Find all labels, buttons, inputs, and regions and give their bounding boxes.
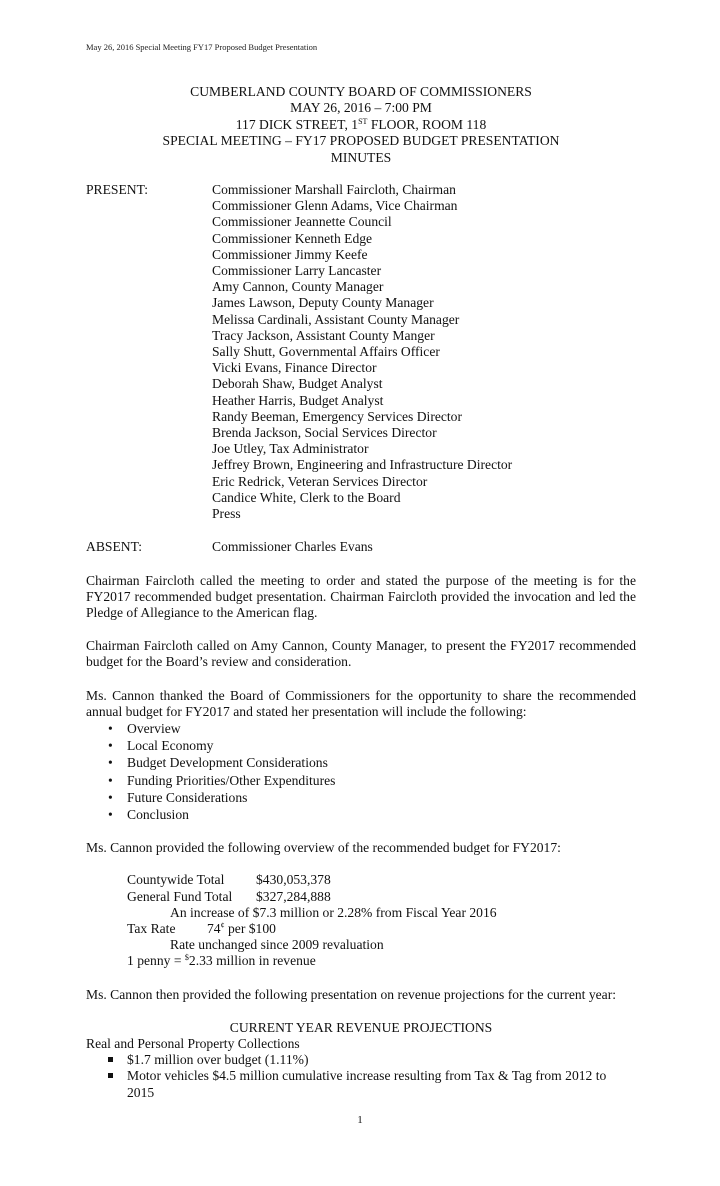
- attendee: Joe Utley, Tax Administrator: [212, 441, 369, 457]
- list-item: [86, 720, 636, 737]
- attendee: Amy Cannon, County Manager: [212, 279, 384, 295]
- countywide-total-row: [127, 872, 636, 888]
- title-block: [86, 84, 636, 166]
- document-body: [86, 84, 636, 1101]
- penny-label: 1 penny =: [127, 953, 185, 969]
- increase-note: An increase of $7.3 million or 2.28% from Fiscal Year 2016: [170, 904, 497, 920]
- revenue-section-title: CURRENT YEAR REVENUE PROJECTIONS: [229, 1019, 493, 1035]
- list-item: [86, 1068, 636, 1100]
- bullet-icon: •: [108, 789, 113, 805]
- general-fund-value: $327,284,888: [256, 888, 331, 904]
- list-item: [86, 806, 636, 823]
- list-item: [86, 1052, 636, 1068]
- absent-label: ABSENT:: [86, 539, 142, 555]
- tax-rate-row: [127, 921, 636, 937]
- address-text: 117 DICK STREET, 1: [235, 116, 359, 132]
- bullet-icon: •: [108, 720, 113, 736]
- paragraph-presentation-intro: Ms. Cannon thanked the Board of Commissioners for the opportunity to share the recommended annual budget for FY2017 and stated her presentation will include the following:: [86, 687, 636, 719]
- general-fund-label: General Fund Total: [127, 888, 233, 904]
- tax-rate-label: Tax Rate: [127, 920, 176, 936]
- countywide-total-value: $430,053,378: [256, 872, 331, 888]
- ordinal-superscript: ST: [358, 116, 368, 126]
- absent-name: Commissioner Charles Evans: [212, 539, 373, 555]
- attendee: James Lawson, Deputy County Manager: [212, 295, 434, 311]
- attendee: Commissioner Kenneth Edge: [212, 230, 373, 246]
- attendee: Commissioner Larry Lancaster: [212, 263, 382, 279]
- penny-value: 2.33 million in revenue: [188, 953, 316, 969]
- general-fund-row: [127, 889, 636, 905]
- list-item-text: $1.7 million over budget (1.11%): [127, 1052, 309, 1068]
- rate-note: Rate unchanged since 2009 revaluation: [170, 937, 384, 953]
- attendee: Jeffrey Brown, Engineering and Infrastructure Director: [212, 457, 513, 473]
- attendee: Candice White, Clerk to the Board: [212, 489, 401, 505]
- attendee: Commissioner Jeannette Council: [212, 214, 392, 230]
- present-roster: [86, 182, 636, 522]
- list-item-text: Future Considerations: [127, 789, 248, 805]
- agenda-bullet-list: [86, 720, 636, 823]
- paragraph-overview-intro: Ms. Cannon provided the following overview of the recommended budget for FY2017:: [86, 840, 561, 856]
- running-header: May 26, 2016 Special Meeting FY17 Proposed Budget Presentation: [86, 42, 318, 52]
- list-item-text: Conclusion: [127, 806, 189, 822]
- budget-overview-figures: [127, 872, 636, 969]
- square-bullet-icon: [108, 1057, 113, 1062]
- square-bullet-icon: [108, 1073, 113, 1078]
- list-item-text: Budget Development Considerations: [127, 755, 328, 771]
- attendee: Vicki Evans, Finance Director: [212, 360, 377, 376]
- list-item-text: Local Economy: [127, 738, 214, 754]
- dollar-superscript: $: [184, 953, 189, 963]
- title-line-3: [86, 117, 636, 133]
- attendee: Deborah Shaw, Budget Analyst: [212, 376, 383, 392]
- cent-superscript: ¢: [220, 920, 225, 930]
- list-item-text: Overview: [127, 720, 181, 736]
- bullet-icon: •: [108, 806, 113, 822]
- tax-rate-number: 74: [207, 920, 221, 936]
- attendee: Press: [212, 506, 241, 522]
- present-label: PRESENT:: [86, 182, 149, 198]
- list-item-text: Motor vehicles $4.5 million cumulative increase resulting from Tax & Tag from 2012 to 2015: [127, 1068, 607, 1100]
- absent-roster: [86, 539, 636, 555]
- bullet-icon: •: [108, 738, 113, 754]
- attendee: Commissioner Marshall Faircloth, Chairman: [212, 182, 456, 198]
- paragraph-revenue-intro: Ms. Cannon then provided the following presentation on revenue projections for the current year:: [86, 986, 617, 1002]
- attendee: Sally Shutt, Governmental Affairs Officer: [212, 344, 440, 360]
- list-item: [86, 737, 636, 754]
- tax-rate-unit: per $100: [224, 920, 276, 936]
- attendee: Tracy Jackson, Assistant County Manger: [212, 327, 435, 343]
- revenue-bullet-list: [86, 1052, 636, 1101]
- title-line-2: MAY 26, 2016 – 7:00 PM: [290, 100, 432, 116]
- penny-value-line: [127, 953, 636, 969]
- attendee: Randy Beeman, Emergency Services Director: [212, 408, 463, 424]
- list-item: [86, 772, 636, 789]
- attendee: Heather Harris, Budget Analyst: [212, 392, 384, 408]
- title-line-1: CUMBERLAND COUNTY BOARD OF COMMISSIONERS: [190, 84, 532, 99]
- page-number: 1: [357, 1114, 363, 1126]
- list-item-text: Funding Priorities/Other Expenditures: [127, 772, 336, 788]
- title-line-4: SPECIAL MEETING – FY17 PROPOSED BUDGET PRESENTATION: [162, 133, 560, 149]
- attendee: Melissa Cardinali, Assistant County Manager: [212, 311, 460, 327]
- title-line-5: MINUTES: [330, 149, 392, 165]
- countywide-total-label: Countywide Total: [127, 872, 225, 888]
- tax-rate-value: [207, 921, 276, 937]
- paragraph-call-on-manager: Chairman Faircloth called on Amy Cannon, County Manager, to present the FY2017 recommended budget for the Board’s review and consideration.: [86, 638, 636, 670]
- paragraph-call-to-order: Chairman Faircloth called the meeting to order and stated the purpose of the meeting is for the FY2017 recommended budget presentation. Chairman Faircloth provided the invocation and led the Pledge of Allegiance to the American flag.: [86, 572, 636, 620]
- revenue-subheading: Real and Personal Property Collections: [86, 1035, 300, 1051]
- list-item: [86, 789, 636, 806]
- present-names: [212, 182, 512, 522]
- attendee: Commissioner Jimmy Keefe: [212, 246, 368, 262]
- attendee: Commissioner Glenn Adams, Vice Chairman: [212, 198, 458, 214]
- attendee: Eric Redrick, Veteran Services Director: [212, 473, 428, 489]
- attendee: Brenda Jackson, Social Services Director: [212, 425, 437, 441]
- bullet-icon: •: [108, 755, 113, 771]
- list-item: [86, 754, 636, 771]
- bullet-icon: •: [108, 772, 113, 788]
- address-text-cont: FLOOR, ROOM 118: [367, 116, 487, 132]
